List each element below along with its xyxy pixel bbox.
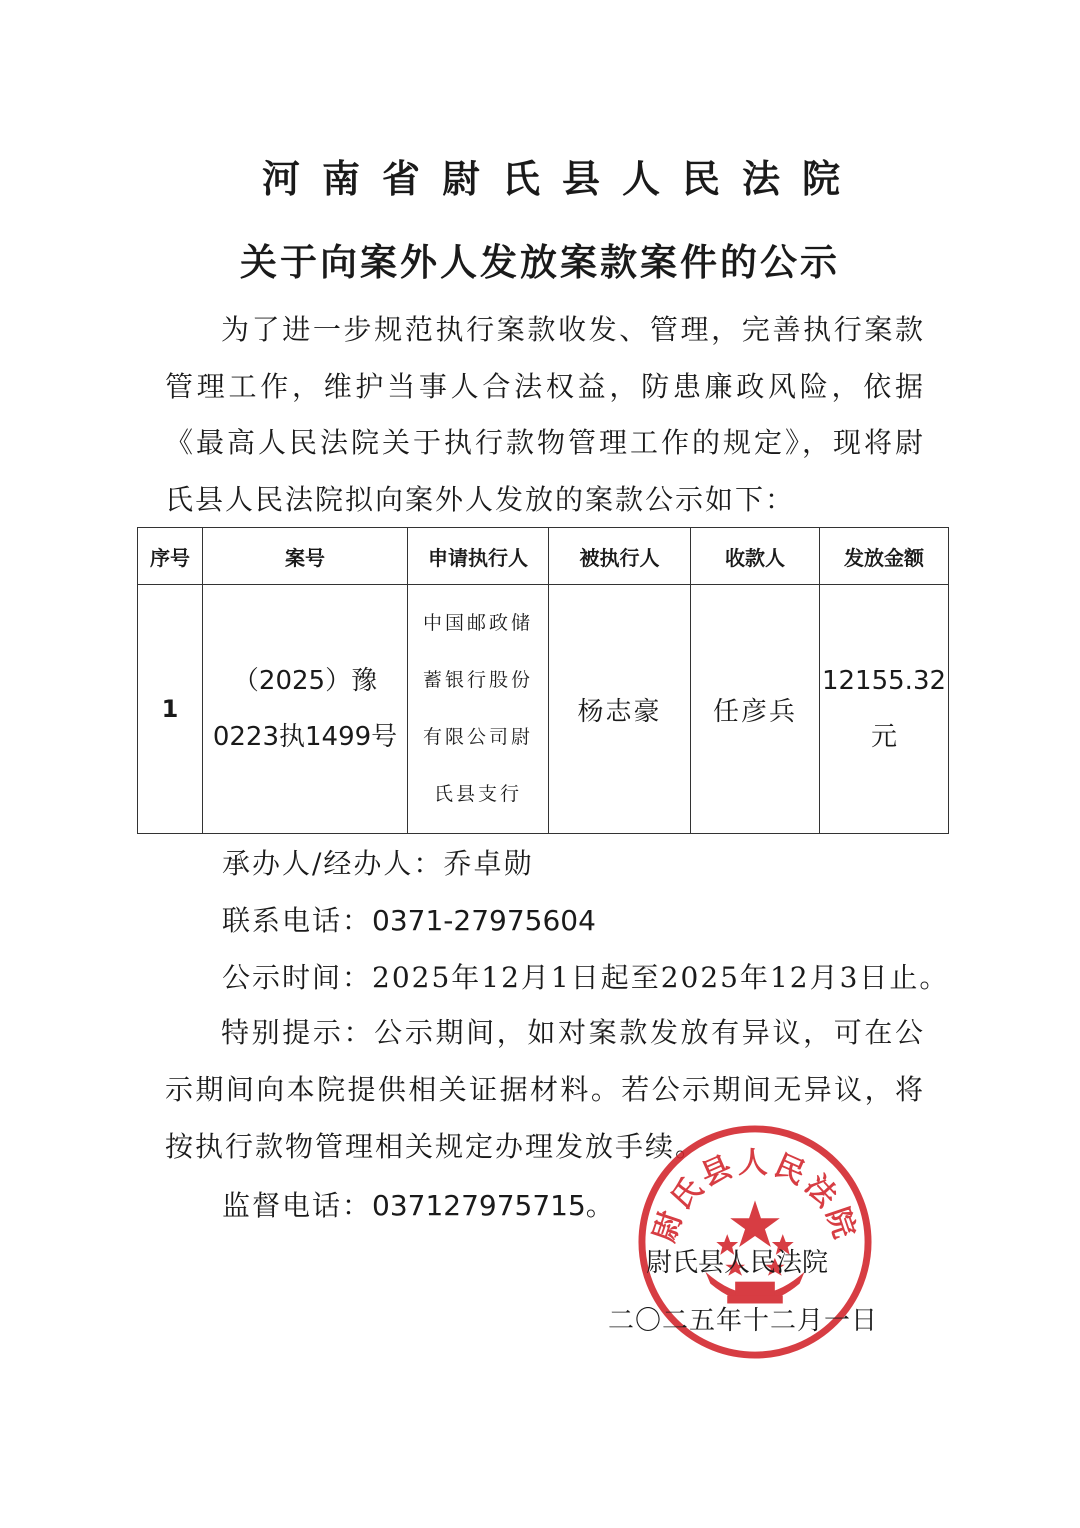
supervision-label: 监督电话： [222, 1189, 373, 1222]
special-notice: 特别提示：公示期间，如对案款发放有异议，可在公示期间向本院提供相关证据材料。若公示期间无异议，将按执行款物管理相关规定办理发放手续。 [165, 1016, 925, 1163]
table-row [138, 585, 949, 834]
case-table [137, 527, 949, 834]
cell-applicant: 中国邮政储蓄银行股份有限公司尉氏县支行 [408, 585, 549, 834]
cell-respondent: 杨志豪 [549, 585, 691, 834]
handler-name: 乔卓勋 [443, 847, 534, 880]
handler-line [222, 842, 533, 882]
supervision-phone: 037127975715。 [372, 1189, 614, 1222]
cell-amount: 12155.32元 [820, 585, 949, 834]
header-seq: 序号 [138, 528, 203, 585]
seal-text: 尉氏县人民法院 [646, 1145, 864, 1247]
period-label: 公示时间： [222, 961, 373, 994]
cell-case-no: （2025）豫0223执1499号 [203, 585, 408, 834]
header-payee: 收款人 [691, 528, 820, 585]
period-line [222, 956, 949, 996]
intro-paragraph: 为了进一步规范执行案款收发、管理，完善执行案款管理工作，维护当事人合法权益，防患廉政风险，依据《最高人民法院关于执行款物管理工作的规定》，现将尉氏县人民法院拟向案外人发放的案款公示如下： [165, 313, 925, 516]
handler-label: 承办人/经办人： [222, 847, 444, 880]
signature-date: 二〇二五年十二月一日 [608, 1306, 879, 1336]
cell-seq: 1 [138, 585, 203, 834]
phone-line [222, 899, 596, 939]
table-header-row [138, 528, 949, 585]
notice-subject: 关于向案外人发放案款案件的公示 [240, 241, 840, 284]
header-applicant: 申请执行人 [408, 528, 549, 585]
cell-payee: 任彦兵 [691, 585, 820, 834]
header-respondent: 被执行人 [549, 528, 691, 585]
header-case-no: 案号 [203, 528, 408, 585]
phone-number: 0371-27975604 [372, 904, 596, 937]
signature-court: 尉氏县人民法院 [646, 1248, 829, 1278]
period-value: 2025年12月1日起至2025年12月3日止。 [372, 961, 950, 994]
phone-label: 联系电话： [222, 904, 373, 937]
supervision-line [222, 1184, 614, 1224]
court-title: 河南省尉氏县人民法院 [261, 157, 862, 201]
header-amount: 发放金额 [820, 528, 949, 585]
